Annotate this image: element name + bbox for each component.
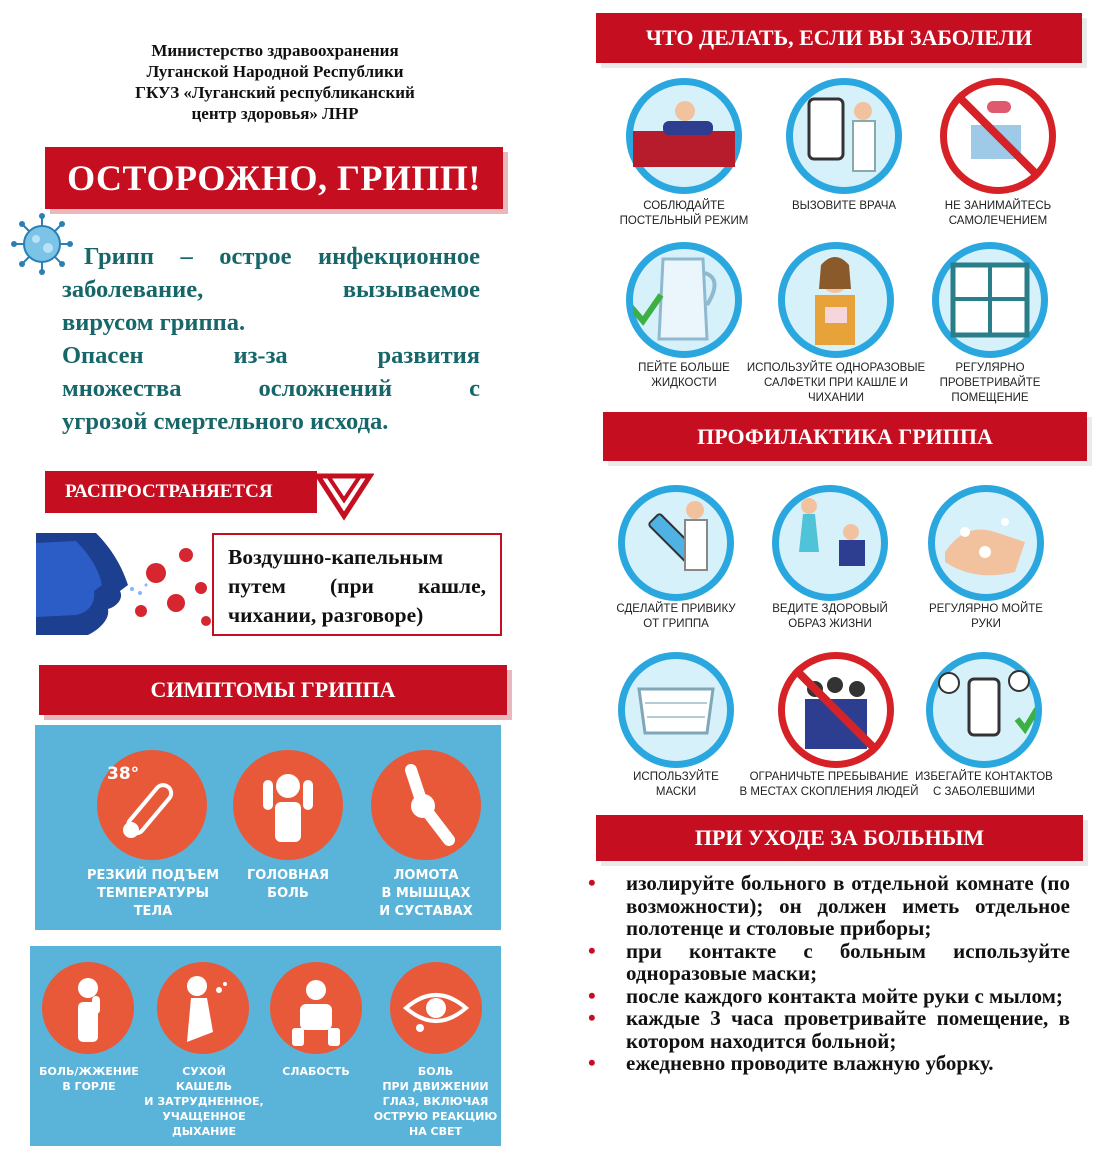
symptom-line: НА СВЕТ	[408, 1125, 463, 1138]
symptom-line: В МЫШЦАХ	[381, 886, 471, 901]
no-crowds-icon	[778, 652, 894, 768]
intro-line: множества осложнений с	[62, 375, 480, 402]
sick-line: САЛФЕТКИ ПРИ КАШЛЕ И ЧИХАНИИ	[764, 377, 908, 404]
flu-intro	[62, 240, 480, 438]
spread-line: чихании, разговоре)	[228, 603, 424, 627]
org-line: центр здоровья» ЛНР	[191, 104, 359, 123]
care-item: • после каждого контакта мойте руки с мылом;	[588, 985, 1070, 1008]
avoid-contact-icon	[926, 652, 1042, 768]
symptom-label	[30, 1064, 148, 1094]
page-title: ОСТОРОЖНО, ГРИПП!	[45, 147, 503, 209]
intro-line: Опасен из-за развития	[62, 342, 480, 369]
symptom-line: ТЕЛА	[133, 904, 173, 919]
org-line: ГКУЗ «Луганский республиканский	[135, 83, 415, 102]
prevention-section-title: ПРОФИЛАКТИКА ГРИППА	[603, 412, 1087, 461]
prevention-line: ОБРАЗ ЖИЗНИ	[788, 618, 872, 630]
headache-icon	[233, 750, 343, 860]
mask-icon	[618, 652, 734, 768]
cough-icon	[157, 962, 249, 1054]
sick-line: ВЫЗОВИТЕ ВРАЧА	[791, 200, 897, 212]
prevention-line: ВЕДИТЕ ЗДОРОВЫЙ	[772, 603, 888, 615]
symptom-line: БОЛЬ/ЖЖЕНИЕ	[39, 1065, 139, 1078]
symptom-line: ПРИ ДВИЖЕНИИ	[382, 1080, 489, 1093]
spread-line: путем (при кашле,	[228, 574, 486, 598]
window-icon	[932, 242, 1048, 358]
symptom-line: ТЕМПЕРАТУРЫ	[97, 886, 209, 901]
prevention-line: С ЗАБОЛЕВШИМИ	[933, 786, 1035, 798]
sick-label	[895, 361, 1085, 406]
healthy-lifestyle-icon	[772, 485, 888, 601]
symptom-line: УЧАЩЕННОЕ	[162, 1110, 246, 1123]
symptom-label	[266, 1064, 366, 1079]
sick-line: ПОМЕЩЕНИЕ	[951, 392, 1029, 404]
care-section-title: ПРИ УХОДЕ ЗА БОЛЬНЫМ	[596, 815, 1083, 861]
symptom-line: И ЗАТРУДНЕННОЕ,	[144, 1095, 264, 1108]
symptom-label	[215, 867, 361, 903]
sick-line: ПРОВЕТРИВАЙТЕ	[939, 377, 1041, 389]
care-item: • каждые 3 часа проветривайте помещение, в котором находится больной;	[588, 1007, 1070, 1052]
org-line: Луганской Народной Республики	[146, 62, 404, 81]
eye-icon	[390, 962, 482, 1054]
symptom-line: ГЛАЗ, ВКЛЮЧАЯ	[382, 1095, 489, 1108]
care-list	[588, 872, 1070, 1075]
temperature-badge: 38°	[107, 764, 140, 784]
prevention-line: РЕГУЛЯРНО МОЙТЕ	[929, 603, 1043, 615]
symptom-line: ДЫХАНИЕ	[171, 1125, 237, 1138]
call-doctor-icon	[786, 78, 902, 194]
organization-header	[60, 40, 490, 124]
prevention-line: МАСКИ	[655, 786, 697, 798]
tissue-icon	[778, 242, 894, 358]
sore-throat-icon	[42, 962, 134, 1054]
symptom-line: СЛАБОСТЬ	[282, 1065, 350, 1078]
symptom-label	[351, 867, 501, 921]
weakness-icon	[270, 962, 362, 1054]
sick-line: ПЕЙТЕ БОЛЬШЕ	[638, 362, 730, 374]
org-line: Министерство здравоохранения	[151, 41, 399, 60]
no-self-medication-icon	[940, 78, 1056, 194]
intro-line: заболевание, вызываемое	[62, 276, 480, 303]
symptom-line: И СУСТАВАХ	[379, 904, 473, 919]
sick-line: ИСПОЛЬЗУЙТЕ ОДНОРАЗОВЫЕ	[746, 362, 926, 374]
symptom-line: РЕЗКИЙ ПОДЪЕМ	[86, 868, 220, 883]
spread-title: РАСПРОСТРАНЯЕТСЯ	[45, 471, 317, 513]
prevention-line: ИЗБЕГАЙТЕ КОНТАКТОВ	[915, 771, 1053, 783]
spread-description	[212, 533, 502, 636]
care-item: • ежедневно проводите влажную уборку.	[588, 1052, 1070, 1075]
sick-line: САМОЛЕЧЕНИЕМ	[948, 215, 1048, 227]
symptom-line: БОЛЬ	[267, 886, 309, 901]
water-jug-icon	[626, 242, 742, 358]
chevron-down-icon	[314, 468, 374, 528]
vaccine-icon	[618, 485, 734, 601]
care-item: • при контакте с больным используйте одноразовые маски;	[588, 940, 1070, 985]
sick-line: СОБЛЮДАЙТЕ	[643, 200, 725, 212]
prevention-line: СДЕЛАЙТЕ ПРИВИКУ	[616, 603, 736, 615]
intro-line: угрозой смертельного исхода.	[62, 408, 389, 435]
symptom-line: В ГОРЛЕ	[62, 1080, 116, 1093]
sick-line: РЕГУЛЯРНО	[955, 362, 1025, 374]
symptom-line: ГОЛОВНАЯ	[246, 868, 330, 883]
symptoms-panel-2	[30, 946, 501, 1146]
sick-line: ПОСТЕЛЬНЫЙ РЕЖИМ	[619, 215, 749, 227]
intro-line: Грипп – острое инфекционное	[84, 243, 480, 270]
symptom-label	[370, 1064, 501, 1139]
prevention-line: ОТ ГРИППА	[643, 618, 709, 630]
prevention-line: ОГРАНИЧЬТЕ ПРЕБЫВАНИЕ	[749, 771, 909, 783]
symptoms-title: СИМПТОМЫ ГРИППА	[39, 665, 507, 715]
symptom-line: СУХОЙ	[182, 1065, 226, 1078]
symptom-label	[142, 1064, 266, 1139]
symptom-line: КАШЕЛЬ	[175, 1080, 233, 1093]
joint-icon	[371, 750, 481, 860]
prevention-line: ИСПОЛЬЗУЙТЕ	[633, 771, 719, 783]
spread-line: Воздушно-капельным	[228, 545, 444, 569]
bed-rest-icon	[626, 78, 742, 194]
hand-wash-icon	[928, 485, 1044, 601]
symptom-line: ОСТРУЮ РЕАКЦИЮ	[373, 1110, 498, 1123]
sick-line: НЕ ЗАНИМАЙТЕСЬ	[944, 200, 1052, 212]
sick-label	[903, 199, 1093, 229]
thermometer-icon	[97, 750, 207, 860]
prevention-label	[889, 770, 1079, 800]
sneezing-face-icon	[36, 533, 216, 635]
prevention-line: В МЕСТАХ СКОПЛЕНИЯ ЛЮДЕЙ	[739, 786, 919, 798]
symptom-line: БОЛЬ	[417, 1065, 454, 1078]
sick-line: ЖИДКОСТИ	[651, 377, 717, 389]
sick-section-title: ЧТО ДЕЛАТЬ, ЕСЛИ ВЫ ЗАБОЛЕЛИ	[596, 13, 1082, 63]
symptom-line: ЛОМОТА	[393, 868, 459, 883]
intro-line: вирусом гриппа.	[62, 309, 246, 336]
care-item: • изолируйте больного в отдельной комнате (по возможности); он должен иметь отдельное полотенце и столовые приборы;	[588, 872, 1070, 940]
prevention-line: РУКИ	[971, 618, 1001, 630]
prevention-label	[891, 602, 1081, 632]
symptoms-panel-1	[35, 725, 501, 930]
